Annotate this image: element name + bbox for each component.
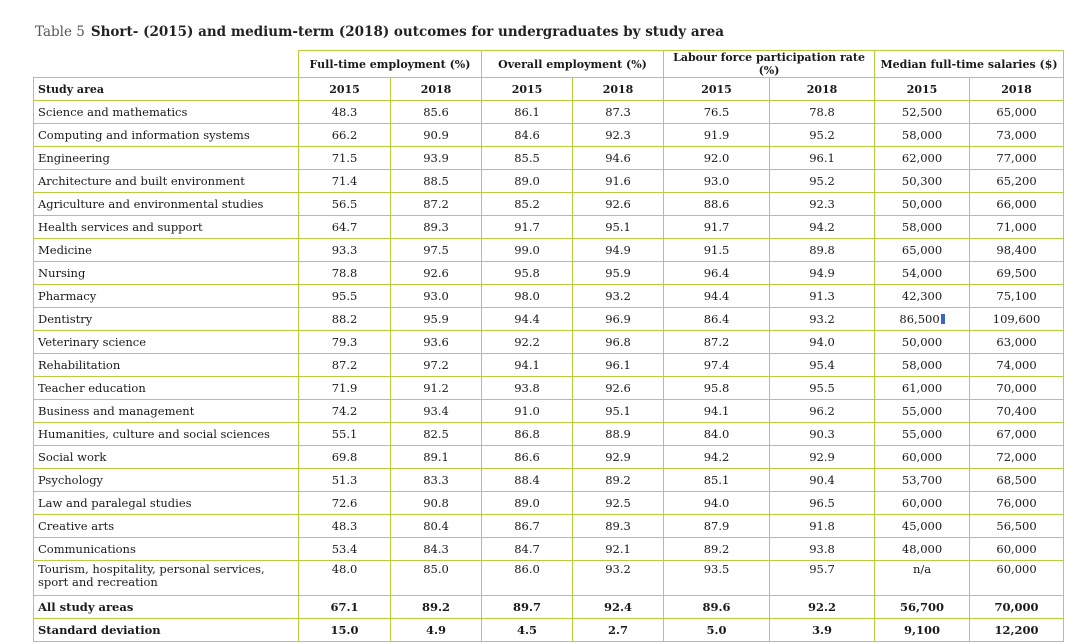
group-header-fulltime: Full-time employment (%) (299, 51, 482, 78)
value-cell: 96.4 (664, 262, 770, 285)
value-cell: 89.2 (391, 596, 482, 619)
year-header: 2015 (664, 78, 770, 101)
study-area-header: Study area (34, 78, 299, 101)
value-cell: 89.8 (770, 239, 875, 262)
value-cell: 48.0 (299, 561, 391, 596)
year-header: 2018 (573, 78, 664, 101)
value-cell: 89.1 (391, 446, 482, 469)
value-cell: 87.9 (664, 515, 770, 538)
value-cell: 67,000 (970, 423, 1064, 446)
study-area-cell: Science and mathematics (34, 101, 299, 124)
table-row (34, 538, 1064, 561)
value-cell: 62,000 (875, 147, 970, 170)
value-cell: 87.2 (664, 331, 770, 354)
value-cell: 92.5 (573, 492, 664, 515)
value-cell: 96.5 (770, 492, 875, 515)
value-cell: 92.9 (573, 446, 664, 469)
value-cell: 71.5 (299, 147, 391, 170)
table-row (34, 216, 1064, 239)
value-cell: 15.0 (299, 619, 391, 642)
value-cell: 77,000 (970, 147, 1064, 170)
value-cell: 60,000 (875, 492, 970, 515)
value-cell: 60,000 (875, 446, 970, 469)
value-cell: 84.0 (664, 423, 770, 446)
value-cell: 68,500 (970, 469, 1064, 492)
value-cell: 90.4 (770, 469, 875, 492)
value-cell: 86.0 (482, 561, 573, 596)
value-cell: 50,300 (875, 170, 970, 193)
value-cell: 92.3 (573, 124, 664, 147)
value-cell: 96.2 (770, 400, 875, 423)
value-cell: 79.3 (299, 331, 391, 354)
table-number: Table 5 (35, 24, 85, 40)
value-cell: 69,500 (970, 262, 1064, 285)
value-cell: 92.3 (770, 193, 875, 216)
value-cell: 48,000 (875, 538, 970, 561)
group-header-salary: Median full-time salaries ($) (875, 51, 1064, 78)
value-cell: 51.3 (299, 469, 391, 492)
study-area-cell: Business and management (34, 400, 299, 423)
value-cell: 91.2 (391, 377, 482, 400)
value-cell: 94.1 (482, 354, 573, 377)
table-row (34, 561, 1064, 596)
value-cell: 91.8 (770, 515, 875, 538)
value-cell: 73,000 (970, 124, 1064, 147)
value-cell: 96.8 (573, 331, 664, 354)
value-cell: 92.6 (573, 377, 664, 400)
study-area-cell: Veterinary science (34, 331, 299, 354)
year-header: 2018 (970, 78, 1064, 101)
value-cell: 84.7 (482, 538, 573, 561)
value-cell: 53.4 (299, 538, 391, 561)
value-cell: 45,000 (875, 515, 970, 538)
value-cell: 93.2 (770, 308, 875, 331)
value-cell: 91.7 (664, 216, 770, 239)
value-cell: 97.4 (664, 354, 770, 377)
value-cell: 65,000 (875, 239, 970, 262)
study-area-cell: Dentistry (34, 308, 299, 331)
header-blank-cell (34, 51, 299, 78)
summary-row (34, 596, 1064, 619)
value-cell: 87.3 (573, 101, 664, 124)
value-cell: 71.4 (299, 170, 391, 193)
value-cell: 61,000 (875, 377, 970, 400)
study-area-cell: Nursing (34, 262, 299, 285)
value-cell: 93.4 (391, 400, 482, 423)
value-cell: 74,000 (970, 354, 1064, 377)
value-cell: 64.7 (299, 216, 391, 239)
value-cell: 87.2 (391, 193, 482, 216)
value-cell: 78.8 (770, 101, 875, 124)
value-cell: 55.1 (299, 423, 391, 446)
value-cell: 92.6 (391, 262, 482, 285)
value-cell: 88.9 (573, 423, 664, 446)
value-cell: 109,600 (970, 308, 1064, 331)
value-cell: 89.3 (573, 515, 664, 538)
year-header: 2015 (482, 78, 573, 101)
value-cell: 56,700 (875, 596, 970, 619)
value-cell: 89.2 (573, 469, 664, 492)
value-cell: 92.2 (770, 596, 875, 619)
value-cell: 97.5 (391, 239, 482, 262)
study-area-cell: Tourism, hospitality, personal services, sport and recreation (34, 561, 299, 596)
value-cell: 93.6 (391, 331, 482, 354)
year-header: 2018 (770, 78, 875, 101)
value-cell: 94.4 (482, 308, 573, 331)
value-cell: 92.4 (573, 596, 664, 619)
value-cell: 86.6 (482, 446, 573, 469)
value-cell: 86.1 (482, 101, 573, 124)
value-cell: 95.1 (573, 216, 664, 239)
study-area-cell: Social work (34, 446, 299, 469)
value-cell: 66,000 (970, 193, 1064, 216)
value-cell: 89.0 (482, 492, 573, 515)
value-cell: 94.0 (770, 331, 875, 354)
study-area-cell: Pharmacy (34, 285, 299, 308)
table-row (34, 124, 1064, 147)
value-cell: 98.0 (482, 285, 573, 308)
value-cell: 84.3 (391, 538, 482, 561)
value-cell: 95.5 (299, 285, 391, 308)
value-cell: 95.1 (573, 400, 664, 423)
value-cell: 60,000 (970, 561, 1064, 596)
value-cell: 72,000 (970, 446, 1064, 469)
value-cell: 95.8 (664, 377, 770, 400)
value-cell: 74.2 (299, 400, 391, 423)
value-cell: 93.8 (770, 538, 875, 561)
study-area-cell: Humanities, culture and social sciences (34, 423, 299, 446)
value-cell: 95.2 (770, 170, 875, 193)
value-cell: 48.3 (299, 101, 391, 124)
study-area-cell: Engineering (34, 147, 299, 170)
value-cell: 58,000 (875, 216, 970, 239)
value-cell: 93.9 (391, 147, 482, 170)
outcomes-table (33, 50, 1064, 642)
value-cell: 91.0 (482, 400, 573, 423)
value-cell: 89.3 (391, 216, 482, 239)
table-row (34, 400, 1064, 423)
study-area-cell: Standard deviation (34, 619, 299, 642)
value-cell: 2.7 (573, 619, 664, 642)
value-cell: 66.2 (299, 124, 391, 147)
study-area-cell: Health services and support (34, 216, 299, 239)
study-area-cell: Law and paralegal studies (34, 492, 299, 515)
value-cell: 50,000 (875, 193, 970, 216)
value-cell: 76,000 (970, 492, 1064, 515)
study-area-cell: Rehabilitation (34, 354, 299, 377)
value-cell: 93.2 (573, 285, 664, 308)
year-header: 2015 (299, 78, 391, 101)
study-area-cell: Agriculture and environmental studies (34, 193, 299, 216)
value-cell: 52,500 (875, 101, 970, 124)
table-body (34, 101, 1064, 642)
value-cell: 9,100 (875, 619, 970, 642)
value-cell: 65,200 (970, 170, 1064, 193)
study-area-cell: Medicine (34, 239, 299, 262)
value-cell: 42,300 (875, 285, 970, 308)
table-title: Short- (2015) and medium-term (2018) outcomes for undergraduates by study area (90, 24, 725, 40)
value-cell: 88.4 (482, 469, 573, 492)
table-row (34, 308, 1064, 331)
study-area-cell: Computing and information systems (34, 124, 299, 147)
value-cell: 48.3 (299, 515, 391, 538)
study-area-cell: Creative arts (34, 515, 299, 538)
study-area-cell: Teacher education (34, 377, 299, 400)
value-cell: 55,000 (875, 400, 970, 423)
value-cell: 92.6 (573, 193, 664, 216)
value-cell: 96.9 (573, 308, 664, 331)
value-cell: 91.9 (664, 124, 770, 147)
value-cell: 94.2 (770, 216, 875, 239)
table-row (34, 285, 1064, 308)
year-header-row (34, 78, 1064, 101)
value-cell: 92.0 (664, 147, 770, 170)
value-cell: 70,000 (970, 596, 1064, 619)
table-row (34, 101, 1064, 124)
value-cell: 72.6 (299, 492, 391, 515)
value-cell: 55,000 (875, 423, 970, 446)
table-caption (35, 24, 724, 40)
value-cell: 60,000 (970, 538, 1064, 561)
value-cell: 91.5 (664, 239, 770, 262)
value-cell: 63,000 (970, 331, 1064, 354)
value-cell: 85.5 (482, 147, 573, 170)
value-cell: n/a (875, 561, 970, 596)
table-row (34, 239, 1064, 262)
value-cell: 93.0 (391, 285, 482, 308)
value-cell: 94.2 (664, 446, 770, 469)
value-cell: 92.2 (482, 331, 573, 354)
value-cell: 56,500 (970, 515, 1064, 538)
value-cell: 58,000 (875, 354, 970, 377)
value-cell: 90.3 (770, 423, 875, 446)
value-cell: 93.3 (299, 239, 391, 262)
value-cell: 93.2 (573, 561, 664, 596)
table-row (34, 492, 1064, 515)
value-cell: 5.0 (664, 619, 770, 642)
value-cell: 94.0 (664, 492, 770, 515)
table-row (34, 515, 1064, 538)
value-cell: 65,000 (970, 101, 1064, 124)
table-row (34, 469, 1064, 492)
value-cell: 95.7 (770, 561, 875, 596)
value-cell: 94.6 (573, 147, 664, 170)
value-cell: 98,400 (970, 239, 1064, 262)
value-cell: 95.4 (770, 354, 875, 377)
table-row (34, 147, 1064, 170)
value-cell: 96.1 (573, 354, 664, 377)
value-cell: 94.4 (664, 285, 770, 308)
value-cell: 85.1 (664, 469, 770, 492)
value-cell: 86.4 (664, 308, 770, 331)
group-header-row (34, 51, 1064, 78)
year-header: 2018 (391, 78, 482, 101)
table-row (34, 354, 1064, 377)
value-cell: 71,000 (970, 216, 1064, 239)
value-cell: 83.3 (391, 469, 482, 492)
value-cell: 85.6 (391, 101, 482, 124)
study-area-cell: Psychology (34, 469, 299, 492)
value-cell: 93.0 (664, 170, 770, 193)
value-cell: 95.9 (391, 308, 482, 331)
table-row (34, 170, 1064, 193)
value-cell: 91.7 (482, 216, 573, 239)
value-cell: 90.8 (391, 492, 482, 515)
group-header-overall: Overall employment (%) (482, 51, 664, 78)
value-cell: 4.9 (391, 619, 482, 642)
value-cell: 80.4 (391, 515, 482, 538)
value-cell: 86,500 (875, 308, 970, 331)
value-cell: 82.5 (391, 423, 482, 446)
value-cell: 95.5 (770, 377, 875, 400)
value-cell: 95.2 (770, 124, 875, 147)
value-cell: 87.2 (299, 354, 391, 377)
value-cell: 93.5 (664, 561, 770, 596)
value-cell: 71.9 (299, 377, 391, 400)
value-cell: 89.0 (482, 170, 573, 193)
value-cell: 4.5 (482, 619, 573, 642)
value-cell: 94.9 (573, 239, 664, 262)
value-cell: 58,000 (875, 124, 970, 147)
value-cell: 97.2 (391, 354, 482, 377)
value-cell: 95.8 (482, 262, 573, 285)
value-cell: 92.1 (573, 538, 664, 561)
value-cell: 85.2 (482, 193, 573, 216)
value-cell: 89.6 (664, 596, 770, 619)
value-cell: 84.6 (482, 124, 573, 147)
value-cell: 50,000 (875, 331, 970, 354)
value-cell: 56.5 (299, 193, 391, 216)
table-row (34, 193, 1064, 216)
table-row (34, 262, 1064, 285)
value-cell: 70,000 (970, 377, 1064, 400)
value-cell: 91.6 (573, 170, 664, 193)
table-row (34, 331, 1064, 354)
value-cell: 86.7 (482, 515, 573, 538)
summary-row (34, 619, 1064, 642)
study-area-cell: Communications (34, 538, 299, 561)
table-row (34, 377, 1064, 400)
value-cell: 95.9 (573, 262, 664, 285)
value-cell: 89.2 (664, 538, 770, 561)
value-cell: 88.5 (391, 170, 482, 193)
value-cell: 96.1 (770, 147, 875, 170)
value-cell: 92.9 (770, 446, 875, 469)
value-cell: 91.3 (770, 285, 875, 308)
value-cell: 54,000 (875, 262, 970, 285)
year-header: 2015 (875, 78, 970, 101)
value-cell: 88.6 (664, 193, 770, 216)
value-cell: 53,700 (875, 469, 970, 492)
value-cell: 12,200 (970, 619, 1064, 642)
value-cell: 78.8 (299, 262, 391, 285)
table-row (34, 446, 1064, 469)
value-cell: 88.2 (299, 308, 391, 331)
value-cell: 85.0 (391, 561, 482, 596)
value-cell: 67.1 (299, 596, 391, 619)
value-cell: 69.8 (299, 446, 391, 469)
value-cell: 86.8 (482, 423, 573, 446)
value-cell: 93.8 (482, 377, 573, 400)
value-cell: 94.9 (770, 262, 875, 285)
value-cell: 89.7 (482, 596, 573, 619)
value-cell: 70,400 (970, 400, 1064, 423)
study-area-cell: All study areas (34, 596, 299, 619)
table-row (34, 423, 1064, 446)
text-cursor-marker (941, 314, 945, 324)
value-cell: 76.5 (664, 101, 770, 124)
value-cell: 90.9 (391, 124, 482, 147)
study-area-cell: Architecture and built environment (34, 170, 299, 193)
value-cell: 75,100 (970, 285, 1064, 308)
value-cell: 99.0 (482, 239, 573, 262)
group-header-labour: Labour force participation rate (%) (664, 51, 875, 78)
value-cell: 94.1 (664, 400, 770, 423)
value-cell: 3.9 (770, 619, 875, 642)
